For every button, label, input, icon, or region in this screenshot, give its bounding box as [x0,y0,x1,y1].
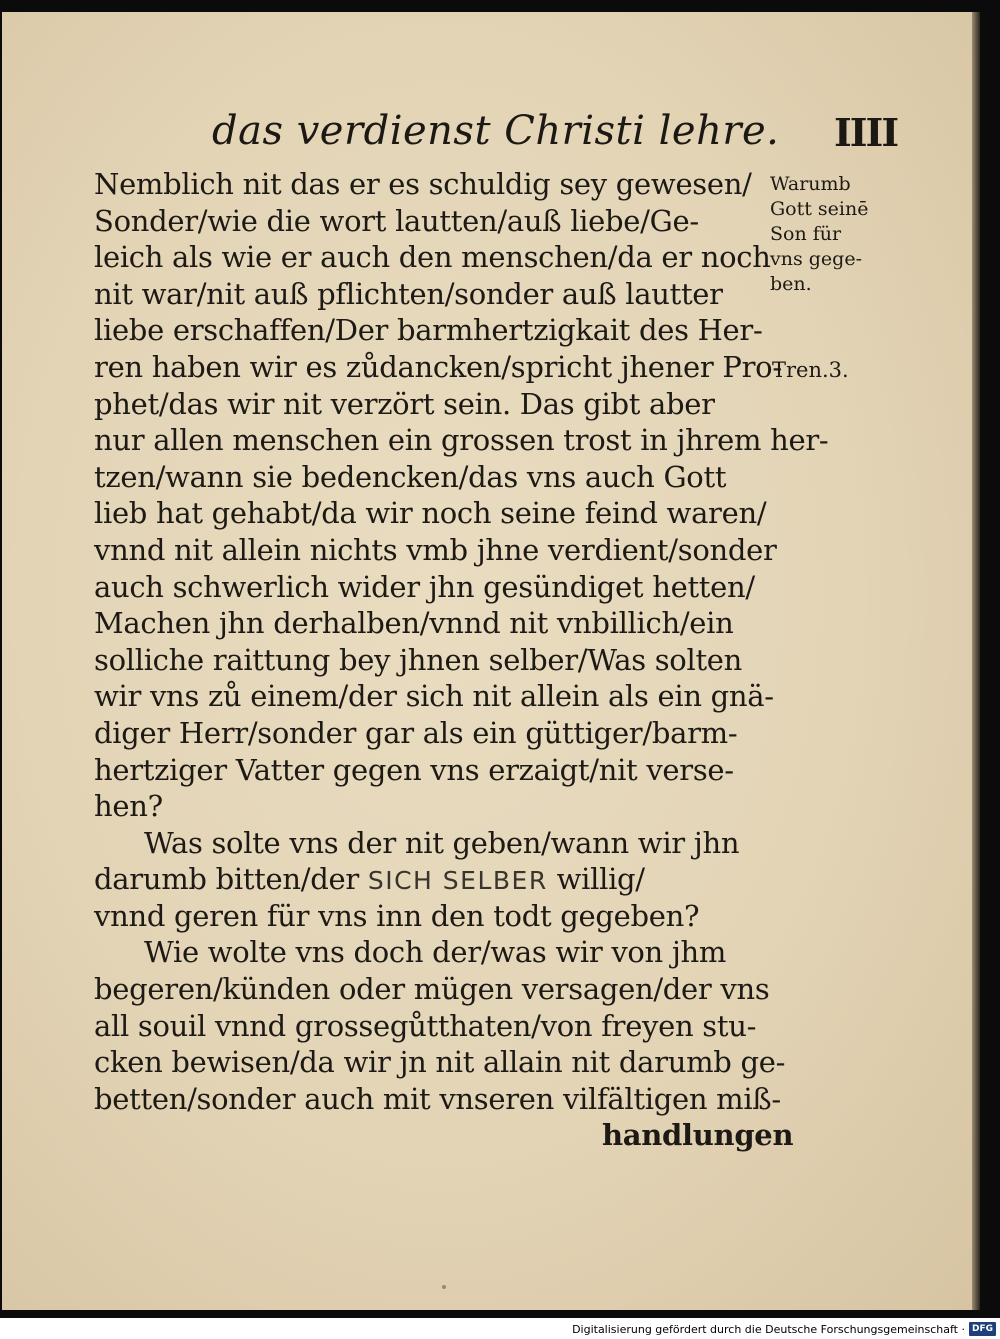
text-line: vnnd geren für vns inn den todt gegeben? [94,898,700,933]
page-edge-shadow [972,12,980,1310]
margin-note-line: Warumb [770,173,851,195]
text-line: betten/sonder auch mit vnseren vilfältigen miß- [94,1081,781,1116]
credit-text: Digitalisierung gefördert durch die Deutsche Forschungsgemeinschaft · [572,1322,965,1336]
text-line: nur allen menschen ein grossen trost in jhrem her- [94,423,829,458]
text-line: hen? [94,789,163,824]
text-line-with-emphasis [94,861,774,898]
text-line: phet/das wir nit verzört sein. Das gibt aber [94,386,715,421]
text-line: ren haben wir es zůdancken/spricht jhener Pro- [94,349,782,384]
catchword: handlungen [602,1118,794,1153]
emphasis-phrase: SICH SELBER [367,866,548,896]
book-page [2,12,974,1310]
marginal-notes [770,172,895,382]
text-segment: willig/ [547,862,645,897]
dfg-logo-icon: DFG [969,1322,996,1336]
text-line: leich als wie er auch den menschen/da er noch [94,240,771,275]
text-line: Sonder/wie die wort lautten/auß liebe/Ge- [94,203,699,238]
margin-note-line: ben. [770,273,812,295]
text-line: cken bewisen/da wir jn nit allain nit darumb ge- [94,1045,786,1080]
text-line: solliche raittung bey jhnen selber/Was solten [94,642,743,677]
text-line: wir vns zů einem/der sich nit allein als ein gnä- [94,679,774,714]
paragraph-start-line: Was solte vns der nit geben/wann wir jhn [144,825,740,860]
paper-speck [442,1285,446,1289]
text-line: nit war/nit auß pflichten/sonder auß lautter [94,276,723,311]
margin-note-line: vns gege- [770,248,862,270]
text-line: vnnd nit allein nichts vmb jhne verdient/sonder [94,532,777,567]
scripture-reference: Tren.3. [772,358,849,382]
folio-number: IIII [834,110,898,155]
text-line: Machen jhn derhalben/vnnd nit vnbillich/ein [94,606,734,641]
running-head: das verdienst Christi lehre. [212,108,780,154]
margin-note-line: Gott seinē [770,198,869,220]
text-segment: darumb bitten/der [94,862,368,897]
text-line: begeren/künden oder mügen versagen/der vns [94,972,770,1007]
text-line: liebe erschaffen/Der barmhertzigkait des Her- [94,313,763,348]
text-line: lieb hat gehabt/da wir noch seine feind waren/ [94,496,767,531]
digitization-credit [568,1321,996,1337]
text-line: Nemblich nit das er es schuldig sey gewesen/ [94,167,752,201]
paragraph-start-line: Wie wolte vns doch der/was wir von jhm [144,935,727,970]
text-line: diger Herr/sonder gar als ein güttiger/barm- [94,715,738,750]
text-line: auch schwerlich wider jhn gesündiget hetten/ [94,569,755,604]
text-line: all souil vnnd grossegůtthaten/von freyen stu- [94,1008,757,1043]
text-line: tzen/wann sie bedencken/das vns auch Gott [94,459,727,494]
text-line: hertziger Vatter gegen vns erzaigt/nit verse- [94,752,734,787]
margin-note-line: Son für [770,223,842,245]
